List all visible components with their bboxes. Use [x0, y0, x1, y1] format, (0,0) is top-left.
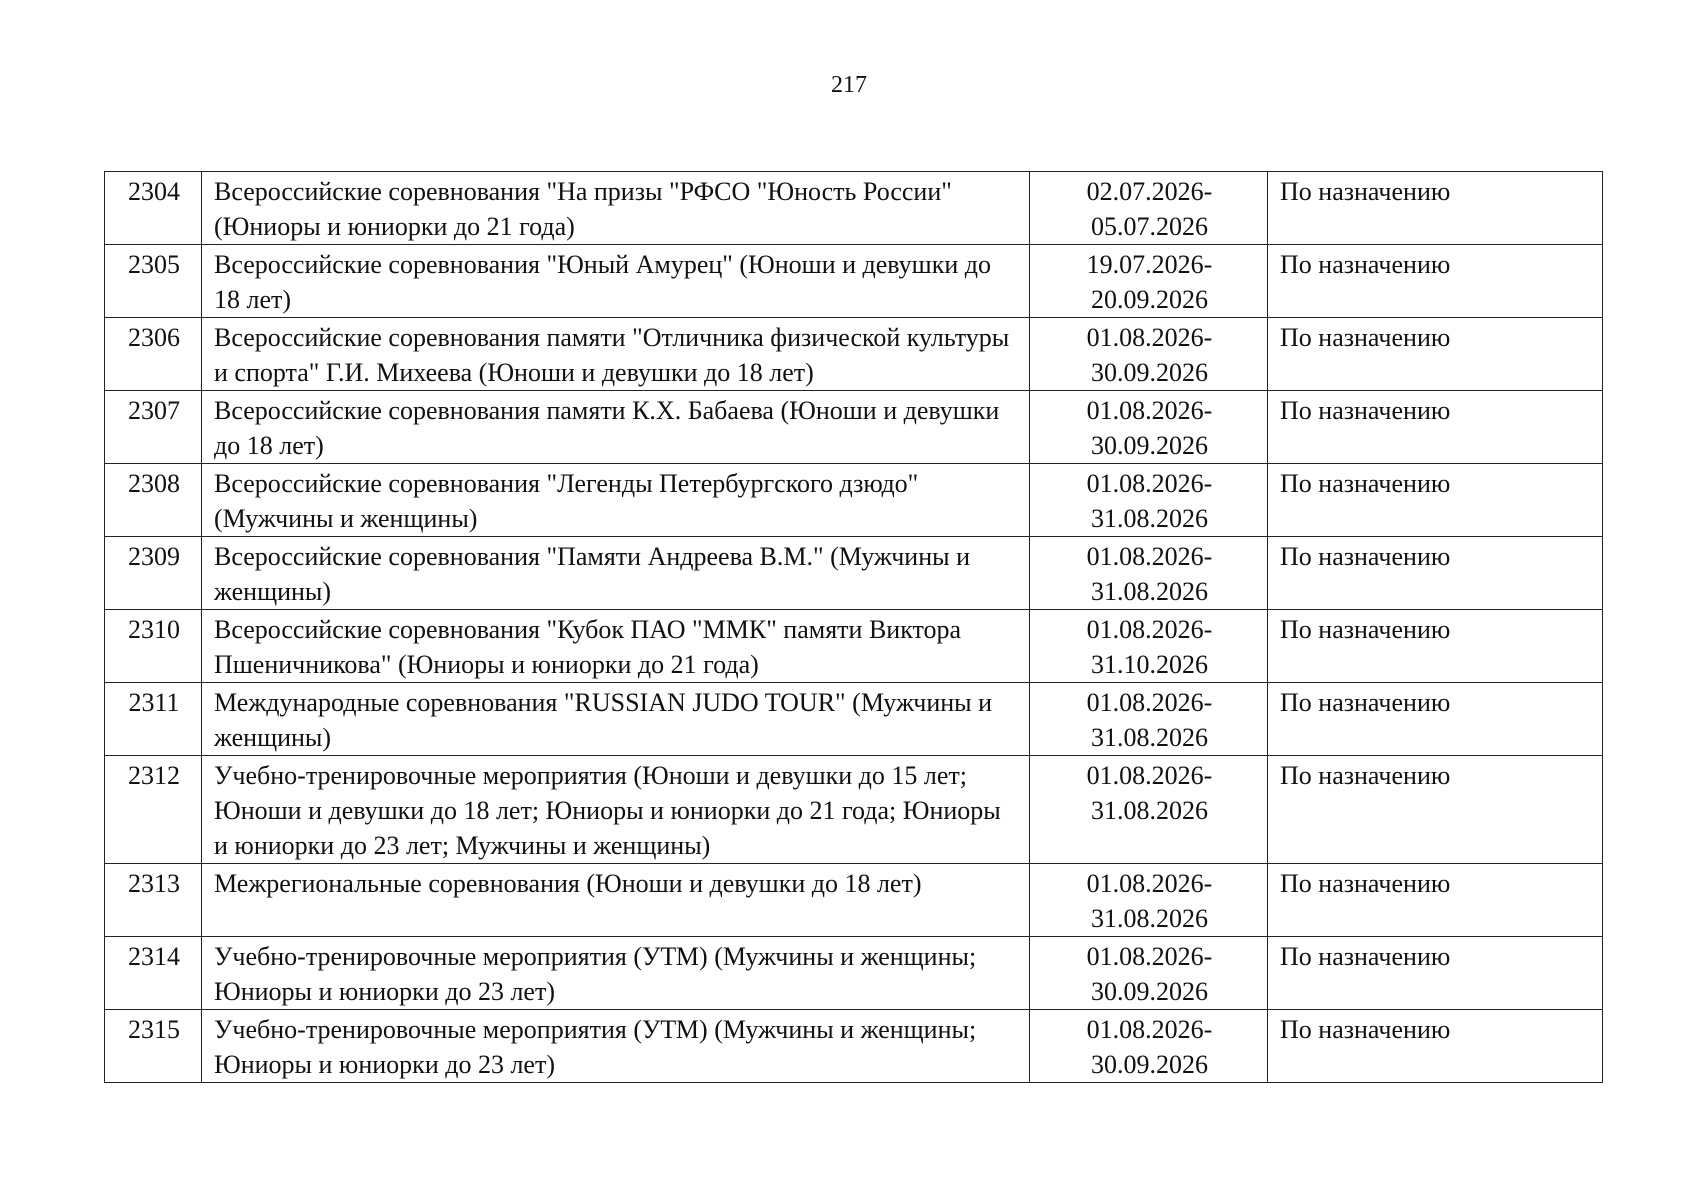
- date-start: 01.08.2026-: [1086, 323, 1213, 352]
- row-number: 2307: [105, 391, 202, 464]
- date-start: 01.08.2026-: [1086, 869, 1213, 898]
- event-dates: [1030, 864, 1268, 937]
- date-end: 31.10.2026: [1091, 650, 1208, 679]
- event-responsible: По назначению: [1268, 318, 1603, 391]
- date-start: 01.08.2026-: [1086, 542, 1213, 571]
- date-start: 01.08.2026-: [1086, 942, 1213, 971]
- table-row: [105, 937, 1603, 1010]
- date-start: 02.07.2026-: [1086, 177, 1213, 206]
- event-dates: [1030, 464, 1268, 537]
- date-start: 01.08.2026-: [1086, 761, 1213, 790]
- date-end: 31.08.2026: [1091, 723, 1208, 752]
- event-name: Межрегиональные соревнования (Юноши и девушки до 18 лет): [202, 864, 1030, 937]
- event-responsible: По назначению: [1268, 172, 1603, 245]
- table-row: [105, 610, 1603, 683]
- row-number: 2309: [105, 537, 202, 610]
- page-number: 217: [831, 72, 867, 98]
- row-number: 2305: [105, 245, 202, 318]
- event-name: Всероссийские соревнования "Легенды Петербургского дзюдо" (Мужчины и женщины): [202, 464, 1030, 537]
- event-responsible: По назначению: [1268, 864, 1603, 937]
- event-name: Учебно-тренировочные мероприятия (Юноши и девушки до 15 лет; Юноши и девушки до 18 лет; Юниоры и юниорки до 21 года; Юниоры и юниорки до 23 лет; Мужчины и женщины): [202, 756, 1030, 864]
- event-name: Всероссийские соревнования "На призы "РФСО "Юность России" (Юниоры и юниорки до 21 года): [202, 172, 1030, 245]
- date-end: 05.07.2026: [1091, 212, 1208, 241]
- date-end: 30.09.2026: [1091, 358, 1208, 387]
- event-dates: [1030, 318, 1268, 391]
- event-name: Учебно-тренировочные мероприятия (УТМ) (Мужчины и женщины; Юниоры и юниорки до 23 лет): [202, 937, 1030, 1010]
- event-dates: [1030, 610, 1268, 683]
- table-row: [105, 464, 1603, 537]
- event-name: Всероссийские соревнования "Кубок ПАО "ММК" памяти Виктора Пшеничникова" (Юниоры и юниорки до 21 года): [202, 610, 1030, 683]
- event-dates: [1030, 937, 1268, 1010]
- event-responsible: По назначению: [1268, 937, 1603, 1010]
- event-dates: [1030, 756, 1268, 864]
- row-number: 2306: [105, 318, 202, 391]
- events-table: [104, 171, 1603, 1083]
- row-number: 2312: [105, 756, 202, 864]
- event-responsible: По назначению: [1268, 756, 1603, 864]
- table-row: [105, 245, 1603, 318]
- table-row: [105, 756, 1603, 864]
- date-end: 31.08.2026: [1091, 796, 1208, 825]
- event-responsible: По назначению: [1268, 1010, 1603, 1083]
- date-end: 31.08.2026: [1091, 904, 1208, 933]
- table-row: [105, 391, 1603, 464]
- event-responsible: По назначению: [1268, 391, 1603, 464]
- row-number: 2315: [105, 1010, 202, 1083]
- event-dates: [1030, 245, 1268, 318]
- event-dates: [1030, 537, 1268, 610]
- date-end: 30.09.2026: [1091, 977, 1208, 1006]
- date-start: 01.08.2026-: [1086, 615, 1213, 644]
- table-row: [105, 318, 1603, 391]
- event-name: Всероссийские соревнования "Юный Амурец" (Юноши и девушки до 18 лет): [202, 245, 1030, 318]
- event-name: Всероссийские соревнования "Памяти Андреева В.М." (Мужчины и женщины): [202, 537, 1030, 610]
- date-start: 01.08.2026-: [1086, 688, 1213, 717]
- event-dates: [1030, 172, 1268, 245]
- row-number: 2304: [105, 172, 202, 245]
- event-responsible: По назначению: [1268, 683, 1603, 756]
- table-row: [105, 537, 1603, 610]
- date-start: 19.07.2026-: [1086, 250, 1213, 279]
- event-responsible: По назначению: [1268, 464, 1603, 537]
- table-row: [105, 172, 1603, 245]
- event-name: Всероссийские соревнования памяти К.Х. Бабаева (Юноши и девушки до 18 лет): [202, 391, 1030, 464]
- date-end: 30.09.2026: [1091, 1050, 1208, 1079]
- row-number: 2308: [105, 464, 202, 537]
- date-end: 31.08.2026: [1091, 504, 1208, 533]
- date-start: 01.08.2026-: [1086, 396, 1213, 425]
- row-number: 2313: [105, 864, 202, 937]
- date-end: 30.09.2026: [1091, 431, 1208, 460]
- event-responsible: По назначению: [1268, 610, 1603, 683]
- row-number: 2311: [105, 683, 202, 756]
- date-start: 01.08.2026-: [1086, 1015, 1213, 1044]
- event-responsible: По назначению: [1268, 245, 1603, 318]
- events-table-body: [105, 172, 1603, 1083]
- date-start: 01.08.2026-: [1086, 469, 1213, 498]
- event-responsible: По назначению: [1268, 537, 1603, 610]
- table-row: [105, 683, 1603, 756]
- table-row: [105, 864, 1603, 937]
- date-end: 31.08.2026: [1091, 577, 1208, 606]
- event-dates: [1030, 683, 1268, 756]
- event-name: Учебно-тренировочные мероприятия (УТМ) (Мужчины и женщины; Юниоры и юниорки до 23 лет): [202, 1010, 1030, 1083]
- event-name: Международные соревнования "RUSSIAN JUDO TOUR" (Мужчины и женщины): [202, 683, 1030, 756]
- event-name: Всероссийские соревнования памяти "Отличника физической культуры и спорта" Г.И. Михеева (Юноши и девушки до 18 лет): [202, 318, 1030, 391]
- date-end: 20.09.2026: [1091, 285, 1208, 314]
- table-row: [105, 1010, 1603, 1083]
- event-dates: [1030, 391, 1268, 464]
- event-dates: [1030, 1010, 1268, 1083]
- row-number: 2310: [105, 610, 202, 683]
- row-number: 2314: [105, 937, 202, 1010]
